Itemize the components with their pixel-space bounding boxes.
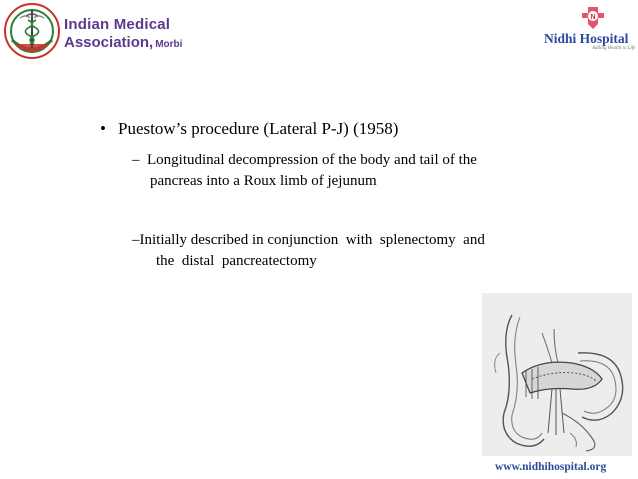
ima-logo-icon: [2, 2, 62, 60]
sub-item-1-line1: [132, 152, 477, 169]
sub-item-2-line1: [132, 232, 485, 249]
sub-item-1-line2: pancreas into a Roux limb of jejunum: [150, 173, 377, 189]
bullet-marker: •: [100, 119, 106, 138]
ima-name: [64, 16, 182, 54]
sub-item-2-dash: –: [132, 232, 140, 248]
svg-text:N: N: [590, 14, 596, 21]
main-bullet-text: Puestow’s procedure (Lateral P-J) (1958): [118, 119, 399, 138]
sub-item-1-dash: –: [132, 152, 140, 168]
ima-association-label: Association,: [64, 34, 154, 51]
ima-name-line1: Indian Medical: [64, 16, 171, 33]
hospital-tagline: Adding Health to Life: [592, 46, 636, 51]
sub-item-2-text-line1: Initially described in conjunction with splenectomy and: [139, 232, 485, 248]
nidhi-hospital-logo-icon: [576, 4, 610, 34]
sub-item-1-text-line1: Longitudinal decompression of the body and tail of the: [139, 152, 477, 168]
main-bullet: [100, 119, 398, 139]
ima-city-label: Morbi: [155, 39, 183, 50]
ima-name-line2: [64, 34, 182, 54]
footer-website-link[interactable]: www.nidhihospital.org: [495, 461, 607, 473]
surgical-anatomy-illustration: [482, 293, 632, 456]
sub-item-2-line2: the distal pancreatectomy: [156, 253, 317, 269]
hospital-name: Nidhi Hospital: [544, 31, 629, 46]
